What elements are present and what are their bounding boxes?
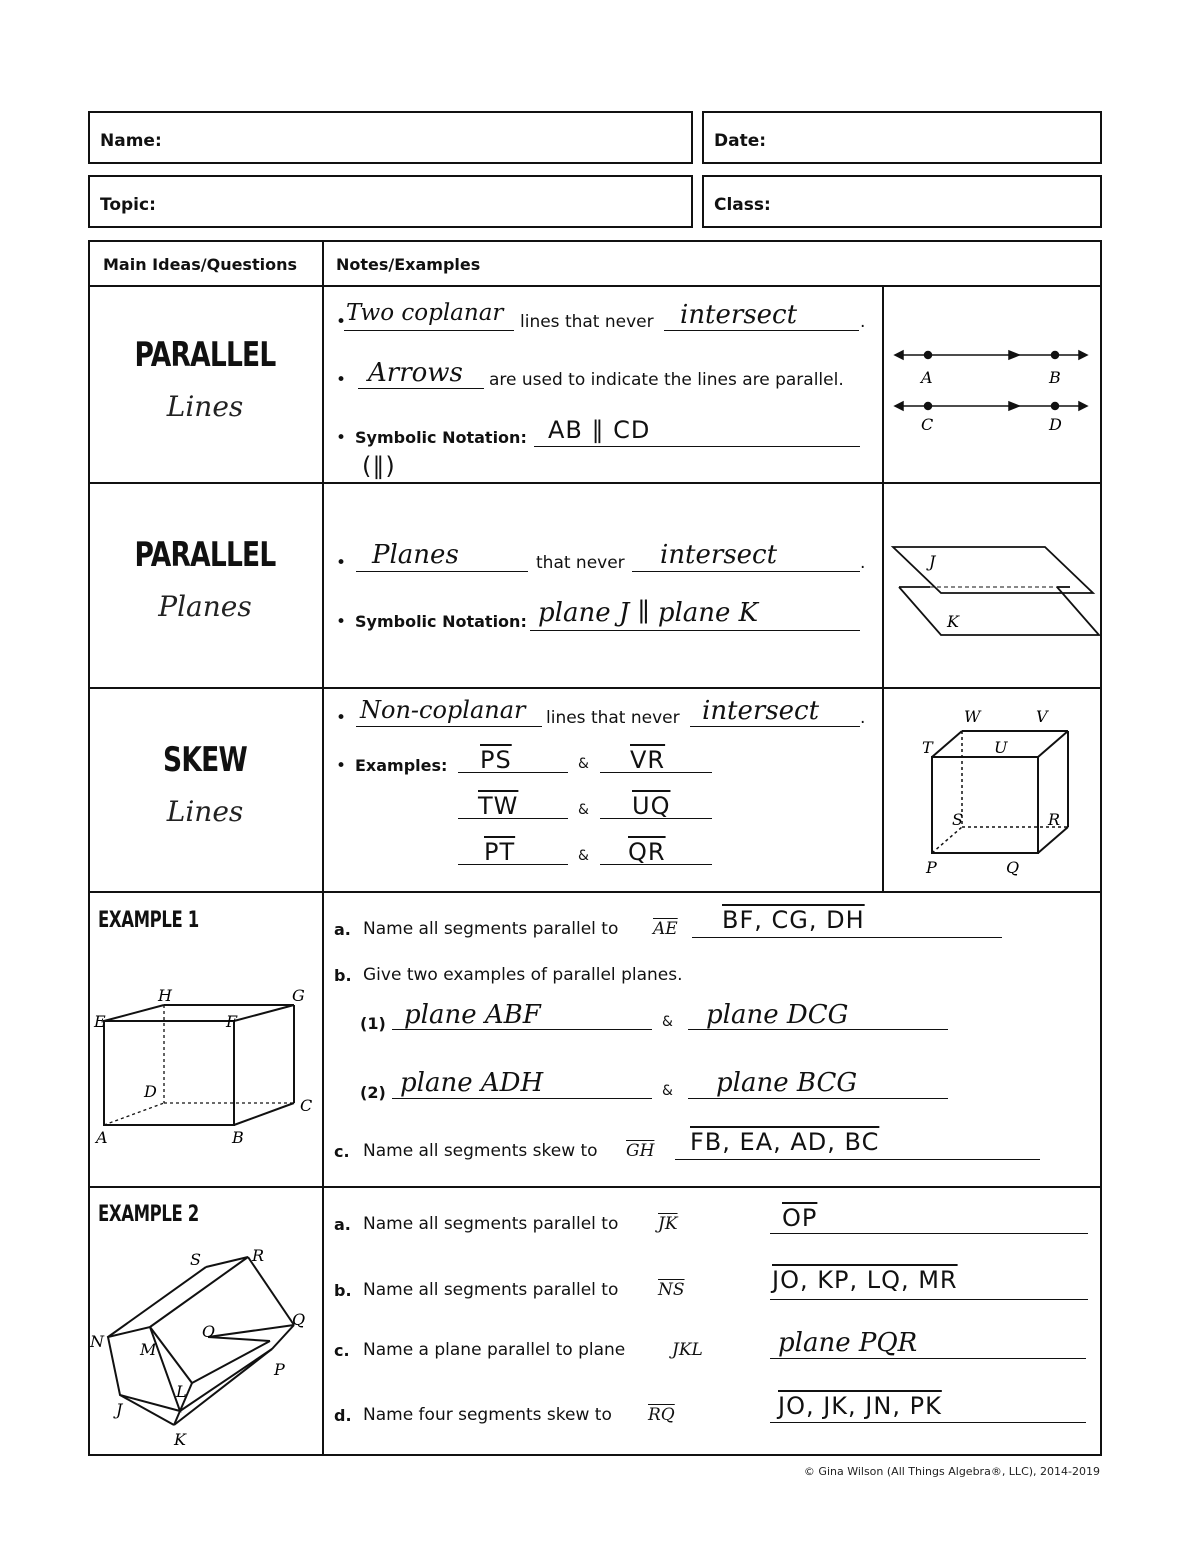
ex1-c-segment: $\overline{GH}$: [626, 1141, 655, 1161]
row-line-3: [88, 687, 1102, 689]
copyright-footer: © Gina Wilson (All Things Algebra®, LLC), 2014-2019: [803, 1465, 1100, 1478]
bullet: •: [336, 708, 347, 728]
ex2-b-segment: $\overline{NS}$: [658, 1280, 685, 1300]
ex2-b-text: Name all segments parallel to: [363, 1280, 619, 1300]
e2-label-p: P: [274, 1360, 285, 1379]
example2-prism-diagram: [88, 1245, 320, 1455]
sk-example-2-left: $\overline{TW}$: [478, 792, 519, 820]
prism-label-a: A: [96, 1128, 108, 1147]
e2-label-l: L: [176, 1382, 187, 1401]
sk-blank-3: [458, 772, 568, 773]
bullet: •: [336, 312, 347, 332]
sk-example-3-left: $\overline{PT}$: [484, 838, 516, 866]
ex1-b2-blank-left: [392, 1098, 652, 1099]
point-label-c: C: [921, 415, 934, 434]
pl-blank-4: [534, 446, 860, 447]
prism-label-h: H: [158, 986, 172, 1005]
point-label-b: B: [1049, 368, 1061, 387]
ex1-a-answer: BF, CG, DH: [722, 906, 865, 934]
pp-text-1: that never: [536, 553, 625, 573]
pl-blank-2: [664, 330, 859, 331]
ex2-b-blank: [770, 1299, 1088, 1300]
pl-answer-coplanar: Two coplanar: [346, 300, 504, 326]
ex1-b-label: b.: [334, 966, 352, 985]
ex1-a-segment: $\overline{AE}$: [653, 919, 678, 939]
pl-text-1: lines that never: [520, 312, 654, 332]
ex2-d-label: d.: [334, 1406, 352, 1425]
ex1-a-blank: [692, 937, 1002, 938]
name-box: [88, 111, 693, 164]
prism-label-b: B: [232, 1128, 244, 1147]
pl-blank-3: [358, 388, 484, 389]
e2-label-k: K: [174, 1430, 186, 1449]
ex2-c-blank: [770, 1358, 1086, 1359]
sk-answer-noncoplanar: Non-coplanar: [360, 696, 526, 724]
cube-label-q: Q: [1006, 858, 1020, 877]
ex1-b2-num: (2): [360, 1083, 386, 1102]
ex1-c-blank: [675, 1159, 1040, 1160]
pp-answer-intersect: intersect: [660, 540, 778, 570]
bullet: •: [336, 370, 347, 390]
cube-label-p: P: [926, 858, 937, 877]
pl-symbol-note: (∥): [362, 452, 396, 480]
example1-heading: EXAMPLE 1: [98, 908, 199, 933]
col-header-notes: Notes/Examples: [336, 255, 481, 274]
plane-label-j: J: [929, 552, 936, 571]
sk-blank-4: [600, 772, 712, 773]
pp-answer-planes: Planes: [372, 540, 459, 570]
pp-blank-3: [530, 630, 860, 631]
pl-symbolic-answer: AB ∥ CD: [548, 416, 651, 444]
sk-blank-8: [600, 864, 712, 865]
ex2-a-answer: $\overline{OP}$: [782, 1204, 818, 1232]
topic-label: Topic:: [100, 195, 156, 215]
sk-example-1-left: $\overline{PS}$: [480, 746, 512, 774]
ex1-b1-blank-left: [392, 1029, 652, 1030]
ex1-a-label: a.: [334, 920, 351, 939]
sk-examples-label: Examples:: [355, 756, 448, 775]
ex2-d-segment: $\overline{RQ}$: [648, 1405, 675, 1425]
prism-label-c: C: [300, 1096, 313, 1115]
pl-answer-arrows: Arrows: [368, 358, 463, 388]
e2-label-m: M: [140, 1340, 157, 1359]
prism-label-d: D: [144, 1082, 157, 1101]
ex2-d-answer: JO, JK, JN, PK: [778, 1392, 942, 1420]
parallel-lines-title: PARALLEL: [134, 335, 276, 375]
e2-label-q: Q: [292, 1310, 306, 1329]
ex2-b-answer: JO, KP, LQ, MR: [772, 1266, 958, 1294]
ex1-b2-blank-right: [688, 1098, 948, 1099]
ex1-b2-left: plane ADH: [400, 1068, 544, 1098]
diagram-col-divider: [882, 285, 884, 893]
topic-box: [88, 175, 693, 228]
row-line-1: [88, 285, 1102, 287]
parallel-lines-diagram: [885, 330, 1100, 440]
parallel-planes-title: PARALLEL: [134, 535, 276, 575]
pl-symbolic-label: Symbolic Notation:: [355, 428, 527, 447]
prism-label-g: G: [292, 986, 305, 1005]
point-label-a: A: [921, 368, 933, 387]
pl-text-2: are used to indicate the lines are parallel.: [489, 370, 844, 390]
sk-blank-1: [356, 726, 542, 727]
cube-label-s: S: [952, 810, 963, 829]
col-divider: [322, 240, 324, 1456]
ex2-a-blank: [770, 1233, 1088, 1234]
e2-label-j: J: [116, 1400, 123, 1419]
date-box: [702, 111, 1102, 164]
sk-amp-3: &: [578, 848, 589, 864]
e2-label-n: N: [90, 1332, 104, 1351]
sk-answer-intersect: intersect: [702, 696, 820, 726]
pp-symbolic-answer: plane J ∥ plane K: [538, 598, 759, 628]
point-label-d: D: [1049, 415, 1062, 434]
ex1-c-answer: FB, EA, AD, BC: [690, 1128, 880, 1156]
cube-label-u: U: [994, 738, 1008, 757]
skew-cube-diagram: [900, 705, 1080, 885]
example2-heading: EXAMPLE 2: [98, 1202, 199, 1227]
ex2-d-blank: [770, 1422, 1086, 1423]
pl-blank-1: [344, 330, 514, 331]
cube-label-v: V: [1036, 707, 1048, 726]
ex2-c-answer: plane PQR: [778, 1328, 918, 1358]
skew-lines-subtitle: Lines: [166, 795, 244, 828]
pp-blank-1: [356, 571, 528, 572]
bullet: •: [336, 428, 347, 448]
ex1-a-text: Name all segments parallel to: [363, 919, 619, 939]
bullet: •: [336, 553, 347, 573]
ex1-b1-amp: &: [662, 1014, 673, 1030]
ex1-b-text: Give two examples of parallel planes.: [363, 965, 683, 985]
ex1-b1-left: plane ABF: [404, 1000, 541, 1030]
row-line-2: [88, 482, 1102, 484]
sk-amp-1: &: [578, 756, 589, 772]
plane-label-k: K: [947, 612, 959, 631]
sk-blank-5: [458, 818, 568, 819]
parallel-planes-diagram: [885, 535, 1102, 645]
example1-prism-diagram: [90, 985, 322, 1150]
cube-label-t: T: [922, 738, 933, 757]
bullet: •: [336, 756, 347, 776]
skew-lines-title: SKEW: [163, 740, 247, 780]
ex1-b2-right: plane BCG: [716, 1068, 858, 1098]
cube-label-r: R: [1048, 810, 1061, 829]
sk-example-2-right: $\overline{UQ}$: [632, 792, 671, 820]
sk-blank-6: [600, 818, 712, 819]
ex1-c-text: Name all segments skew to: [363, 1141, 598, 1161]
pl-period: .: [860, 312, 866, 332]
ex1-c-label: c.: [334, 1142, 350, 1161]
prism-label-f: F: [226, 1012, 238, 1031]
ex2-b-label: b.: [334, 1281, 352, 1300]
ex2-a-segment: $\overline{JK}$: [658, 1214, 678, 1234]
e2-label-r: R: [252, 1246, 265, 1265]
sk-period: .: [860, 708, 866, 728]
pp-symbolic-label: Symbolic Notation:: [355, 612, 527, 631]
sk-amp-2: &: [578, 802, 589, 818]
ex1-b2-amp: &: [662, 1083, 673, 1099]
e2-label-o: O: [202, 1322, 216, 1341]
ex2-c-text: Name a plane parallel to plane: [363, 1340, 626, 1360]
parallel-lines-subtitle: Lines: [166, 390, 244, 423]
sk-example-1-right: $\overline{VR}$: [630, 746, 666, 774]
ex2-d-text: Name four segments skew to: [363, 1405, 612, 1425]
row-line-4: [88, 891, 1102, 893]
cube-label-w: W: [964, 707, 981, 726]
ex2-c-segment: JKL: [672, 1340, 703, 1360]
ex1-b1-num: (1): [360, 1014, 386, 1033]
ex2-c-label: c.: [334, 1341, 350, 1360]
class-label: Class:: [714, 195, 771, 215]
class-box: [702, 175, 1102, 228]
pp-blank-2: [632, 571, 860, 572]
ex1-b1-blank-right: [688, 1029, 948, 1030]
ex2-a-text: Name all segments parallel to: [363, 1214, 619, 1234]
sk-blank-2: [690, 726, 860, 727]
pl-answer-intersect: intersect: [680, 300, 798, 330]
e2-label-s: S: [190, 1250, 201, 1269]
date-label: Date:: [714, 131, 767, 151]
parallel-planes-subtitle: Planes: [158, 590, 252, 623]
row-line-5: [88, 1186, 1102, 1188]
ex2-a-label: a.: [334, 1215, 351, 1234]
col-header-main-ideas: Main Ideas/Questions: [103, 255, 297, 274]
name-label: Name:: [100, 131, 162, 151]
pp-period: .: [860, 553, 866, 573]
sk-blank-7: [458, 864, 568, 865]
sk-example-3-right: $\overline{QR}$: [628, 838, 666, 866]
ex1-b1-right: plane DCG: [706, 1000, 849, 1030]
sk-text-1: lines that never: [546, 708, 680, 728]
bullet: •: [336, 612, 347, 632]
prism-label-e: E: [94, 1012, 106, 1031]
